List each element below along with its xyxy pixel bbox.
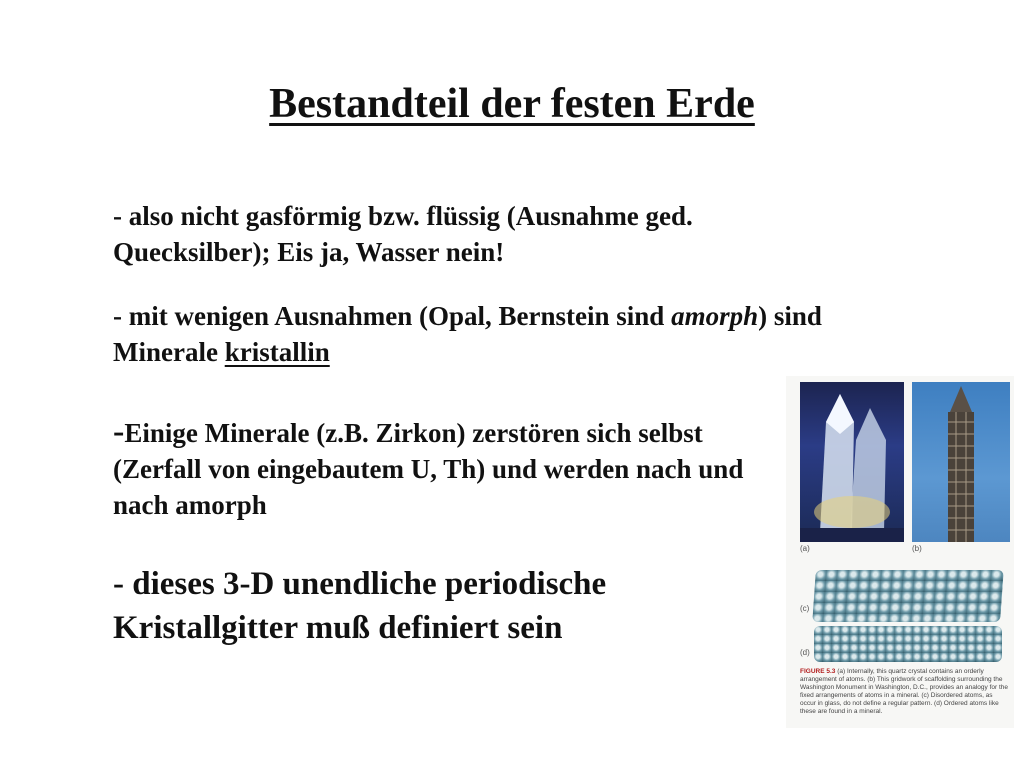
figure-caption: [800, 668, 1008, 716]
bullet-crystal-lattice: - dieses 3-D unendliche periodische Kristallgitter muß definiert sein: [113, 566, 607, 646]
slide-title: Bestandteil der festen Erde: [269, 81, 755, 127]
figure-label-b: (b): [912, 544, 922, 553]
kristallin-underlined: kristallin: [224, 337, 330, 367]
ordered-atoms-diagram: [814, 626, 1002, 662]
bullet-crystalline-middle: ) sind Minerale: [113, 301, 822, 367]
figure-label-d: (d): [800, 648, 810, 657]
monument-scaffolding-photo: [912, 382, 1010, 542]
figure-label-c: (c): [800, 604, 810, 613]
quartz-crystal-icon: [800, 382, 904, 542]
disordered-atoms-diagram: [812, 570, 1004, 622]
textbook-figure: [786, 376, 1014, 728]
bullet-self-destruct-text: Einige Minerale (z.B. Zirkon) zerstören sich selbst (Zerfall von eingebautem U, Th) und werden nach und nach amorph: [113, 418, 744, 520]
figure-caption-text: (a) Internally, this quartz crystal contains an orderly arrangement of atoms. (b) This gridwork of scaffolding surrounding the Washington Monument in Washington, D.C., provides an analogy for the fixed arrangements of atoms in a mineral. (c) Disordered atoms, as occur in glass, do not define a regular pattern. (d) Ordered atoms like these are found in a mineral.: [800, 668, 1008, 715]
figure-caption-label: FIGURE 5.3: [800, 668, 836, 675]
figure-label-a: (a): [800, 544, 810, 553]
bullet-not-gas-or-liquid: - also nicht gasförmig bzw. flüssig (Ausnahme ged. Quecksilber); Eis ja, Wasser nein!: [113, 201, 693, 267]
bullet-self-destruct: [113, 414, 783, 523]
bullet-crystalline: [113, 298, 833, 370]
scaffolded-tower-icon: [912, 382, 1010, 542]
bullet-dash: -: [113, 413, 125, 450]
quartz-crystal-photo: [800, 382, 904, 542]
amorph-emphasis: amorph: [671, 301, 759, 331]
bullet-crystalline-prefix: - mit wenigen Ausnahmen (Opal, Bernstein sind: [113, 301, 672, 331]
